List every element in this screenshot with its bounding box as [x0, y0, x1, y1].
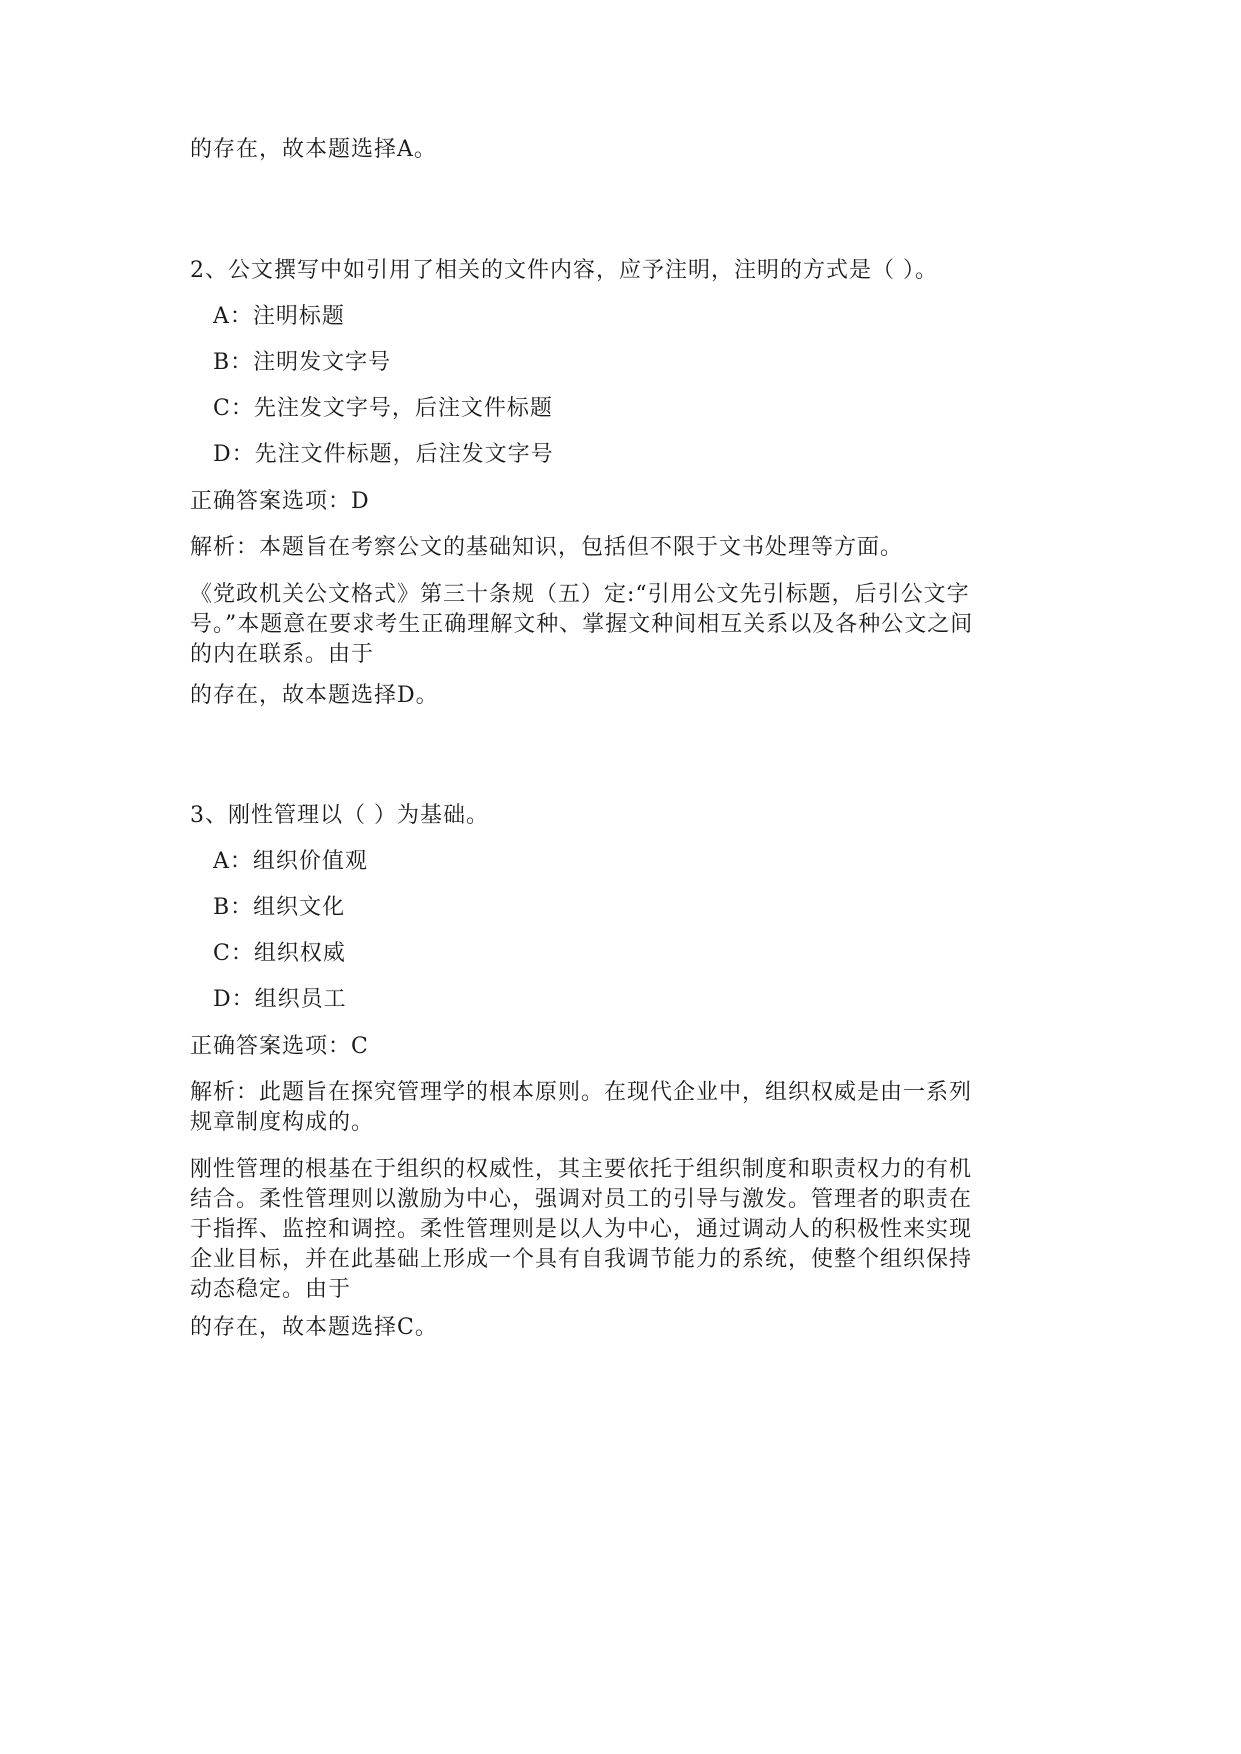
- q2-analysis: 解析：本题旨在考察公文的基础知识，包括但不限于文书处理等方面。: [190, 535, 904, 560]
- q3-option-d: D：组织员工: [213, 987, 347, 1012]
- q3-detail-line: 刚性管理的根基在于组织的权威性，其主要依托于组织制度和职责权力的有机: [190, 1157, 973, 1182]
- q2-option-d: D：先注文件标题，后注发文字号: [213, 442, 554, 467]
- q3-option-b: B：组织文化: [213, 895, 346, 920]
- q3-analysis-line: 解析：此题旨在探究管理学的根本原则。在现代企业中，组织权威是由一系列: [190, 1080, 973, 1105]
- q3-detail-line: 企业目标，并在此基础上形成一个具有自我调节能力的系统，使整个组织保持: [190, 1247, 973, 1272]
- q2-detail-line: 的内在联系。由于: [190, 642, 375, 667]
- q2-conclusion: 的存在，故本题选择D。: [190, 683, 439, 708]
- q2-answer: 正确答案选项：D: [190, 489, 370, 514]
- q2-detail-line: 《党政机关公文格式》第三十条规（五）定:“引用公文先引标题，后引公文字: [190, 582, 970, 607]
- q3-detail-line: 结合。柔性管理则以激励为中心，强调对员工的引导与激发。管理者的职责在: [190, 1187, 973, 1212]
- q3-answer: 正确答案选项：C: [190, 1034, 369, 1059]
- q3-analysis: [190, 1078, 1070, 1138]
- q2-question: 2、公文撰写中如引用了相关的文件内容，应予注明，注明的方式是（ ）。: [190, 258, 938, 283]
- q3-detail-line: 动态稳定。由于: [190, 1277, 352, 1302]
- q3-question: 3、刚性管理以（ ）为基础。: [190, 803, 489, 828]
- prev-conclusion: 的存在，故本题选择A。: [190, 137, 437, 162]
- q3-conclusion: 的存在，故本题选择C。: [190, 1315, 438, 1340]
- q3-detail-line: 于指挥、监控和调控。柔性管理则是以人为中心，通过调动人的积极性来实现: [190, 1217, 973, 1242]
- q3-detail: [190, 1155, 1070, 1305]
- q2-option-a: A：注明标题: [213, 304, 345, 329]
- q2-option-b: B：注明发文字号: [213, 350, 392, 375]
- q2-detail-line: 号。”本题意在要求考生正确理解文种、掌握文种间相互关系以及各种公文之间: [190, 612, 974, 637]
- q2-detail: [190, 580, 1070, 670]
- q3-analysis-line: 规章制度构成的。: [190, 1110, 375, 1135]
- q3-option-a: A：组织价值观: [213, 849, 368, 874]
- q3-option-c: C：组织权威: [213, 941, 346, 966]
- q2-option-c: C：先注发文字号，后注文件标题: [213, 396, 553, 421]
